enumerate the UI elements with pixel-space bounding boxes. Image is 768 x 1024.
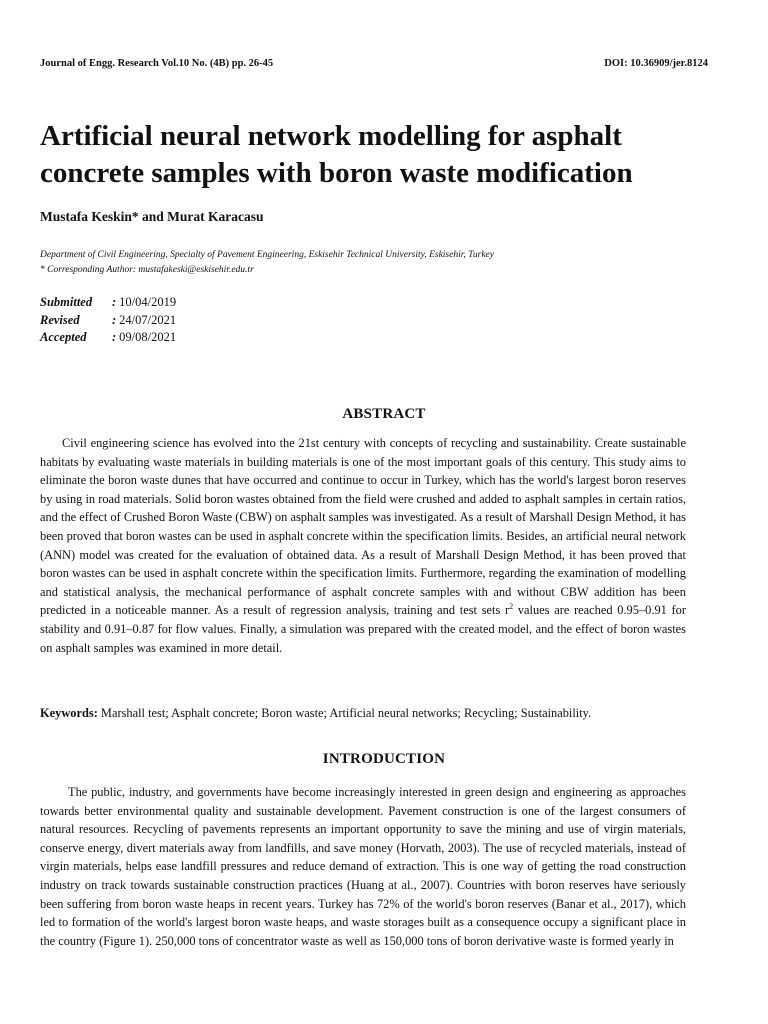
affiliation-block — [40, 248, 730, 278]
keywords-text: Marshall test; Asphalt concrete; Boron waste; Artificial neural networks; Recycling; Sustainability. — [97, 706, 592, 720]
introduction-heading: INTRODUCTION — [322, 751, 446, 767]
accepted-label: Accepted — [40, 330, 87, 344]
authors: Mustafa Keskin* and Murat Karacasu — [40, 209, 264, 224]
accepted-date: 09/08/2021 — [119, 330, 177, 344]
abstract-text — [40, 434, 686, 657]
corresponding-author: * Corresponding Author: mustafakeski@eskisehir.edu.tr — [40, 265, 254, 275]
abstract-text-part2: values are reached 0.95–0.91 for stability and 0.91–0.87 for flow values. Finally, a simulation was prepared with the created model, and the effect of boron wastes on asphalt samples was examined in more detail. — [40, 603, 686, 655]
revised-date: 24/07/2021 — [119, 312, 177, 327]
paper-title: Artificial neural network modelling for asphalt concrete samples with boron waste modification — [40, 120, 633, 189]
keywords-label: Keywords: — [40, 706, 98, 720]
introduction-text: The public, industry, and governments have become increasingly interested in green design and engineering as approaches towards better environmental quality and sustainable development. Pavement construction is one of the largest consumers of natural resources. Recycling of pavements represents an important opportunity to save the mining and use of virgin materials, conserve energy, divert materials away from landfills, and save money (Horvath, 2003). The use of recycled materials, instead of virgin materials, helps ease landfill pressures and reduce demand of extraction. This is one way of getting the road construction industry on track towards sustainable construction practices (Huang at al., 2007). Countries with boron reserves have seriously been suffering from boron waste heaps in recent years. Turkey has 72% of the world's boron reserves (Banar et al., 2017), which led to formation of the world's largest boron waste heaps, and waste storages built as a consequence occupy a significant place in the country (Figure 1). 250,000 tons of concentrator waste as well as 150,000 tons of boron derivative waste is formed yearly in — [40, 785, 686, 948]
keywords — [40, 704, 700, 723]
submitted-row — [40, 294, 176, 312]
colon: : — [112, 330, 117, 344]
colon: : — [112, 312, 117, 327]
revised-label: Revised — [40, 312, 80, 327]
abstract-text-part1: Civil engineering science has evolved into the 21st century with concepts of recycling and sustainability. Create sustainable habitats by evaluating waste materials in building materials is one of the most important goals of this century. This study aims to eliminate the boron waste dunes that have occurred and continue to occur in Turkey, which has the world's largest boron reserves by using in road materials. Solid boron wastes obtained from the field were crushed and added to asphalt samples in certain ratios, and the effect of Crushed Boron Waste (CBW) on asphalt samples was investigated. As a result of Marshall Design Method, it has been proved that boron wastes can be used in asphalt concrete within the specification limits. Besides, an artificial neural network (ANN) model was created for the evaluation of obtained data. As a result of Marshall Design Method, it has been proved that boron wastes can be used in asphalt concrete within the specification limits. Furthermore, regarding the examination of modelling and statistical analysis, the mechanical performance of asphalt concrete samples with and without CBW addition has been predicted in a noticeable manner. As a result of regression analysis, training and test sets r — [40, 436, 686, 618]
superscript-2: 2 — [509, 602, 514, 612]
dates-block — [40, 294, 176, 347]
abstract-heading: ABSTRACT — [342, 406, 426, 422]
submitted-date: 10/04/2019 — [119, 295, 177, 309]
colon: : — [112, 295, 117, 309]
accepted-row — [40, 329, 176, 347]
submitted-label: Submitted — [40, 295, 93, 309]
doi[interactable]: DOI: 10.36909/jer.8124 — [604, 58, 708, 69]
revised-row — [40, 312, 176, 330]
affiliation: Department of Civil Engineering, Specialty of Pavement Engineering, Eskisehir Technical University, Eskisehir, Turkey — [40, 250, 494, 260]
journal-citation: Journal of Engg. Research Vol.10 No. (4B) pp. 26-45 — [40, 58, 274, 69]
